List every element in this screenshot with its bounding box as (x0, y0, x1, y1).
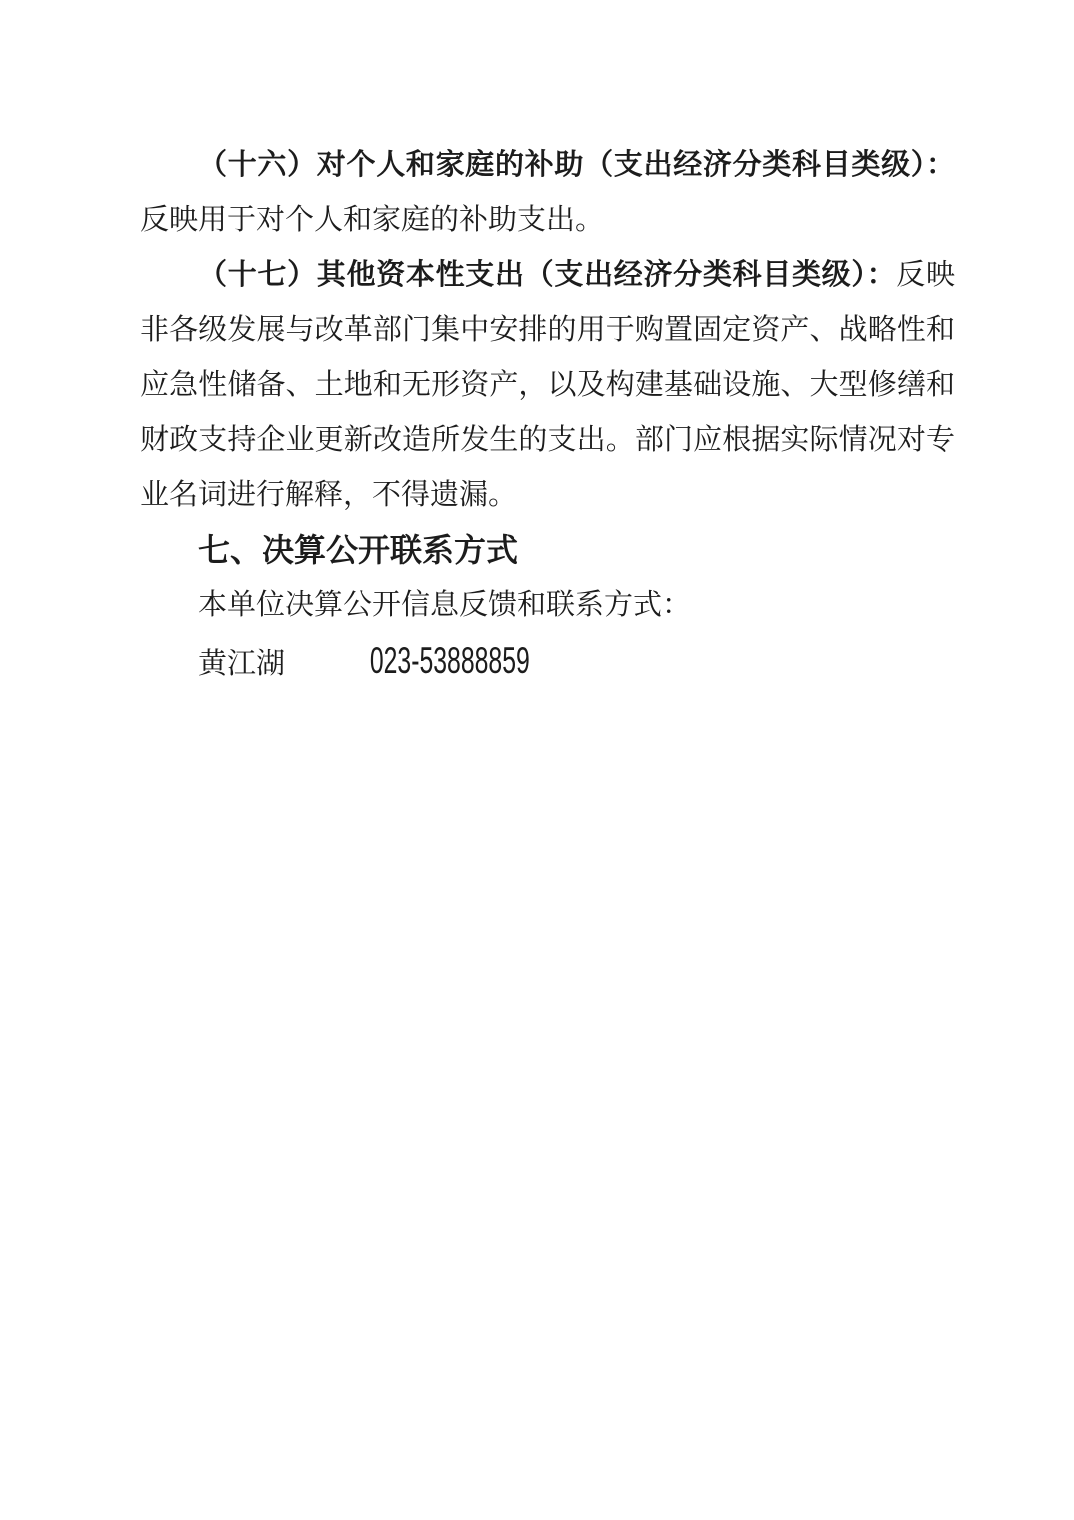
paragraph-item-17-body: 反映非各级发展与改革部门集中安排的用于购置固定资产、战略性和应急性储备、土地和无形资产，以及构建基础设施、大型修缮和财政支持企业更新改造所发生的支出。部门应根据实际情况对专业名词进行解释，不得遗漏。 (140, 259, 955, 511)
contact-phone-number: 023-53888859 (369, 640, 530, 681)
contact-intro-line: 本单位决算公开信息反馈和联系方式： (198, 589, 692, 621)
contact-name: 黄江湖 (198, 648, 286, 680)
paragraph-item-17 (140, 248, 955, 523)
paragraph-item-16 (140, 138, 955, 248)
section-heading-contact: 七、决算公开联系方式 (198, 532, 519, 568)
paragraph-item-17-lead: （十七）其他资本性支出（支出经济分类科目类级）： (198, 259, 897, 291)
paragraph-item-16-lead: （十六）对个人和家庭的补助（支出经济分类科目类级）： (198, 149, 955, 181)
document-content (140, 138, 955, 692)
paragraph-item-16-body: 反映用于对个人和家庭的补助支出。 (140, 204, 605, 236)
contact-info-line (140, 633, 955, 692)
